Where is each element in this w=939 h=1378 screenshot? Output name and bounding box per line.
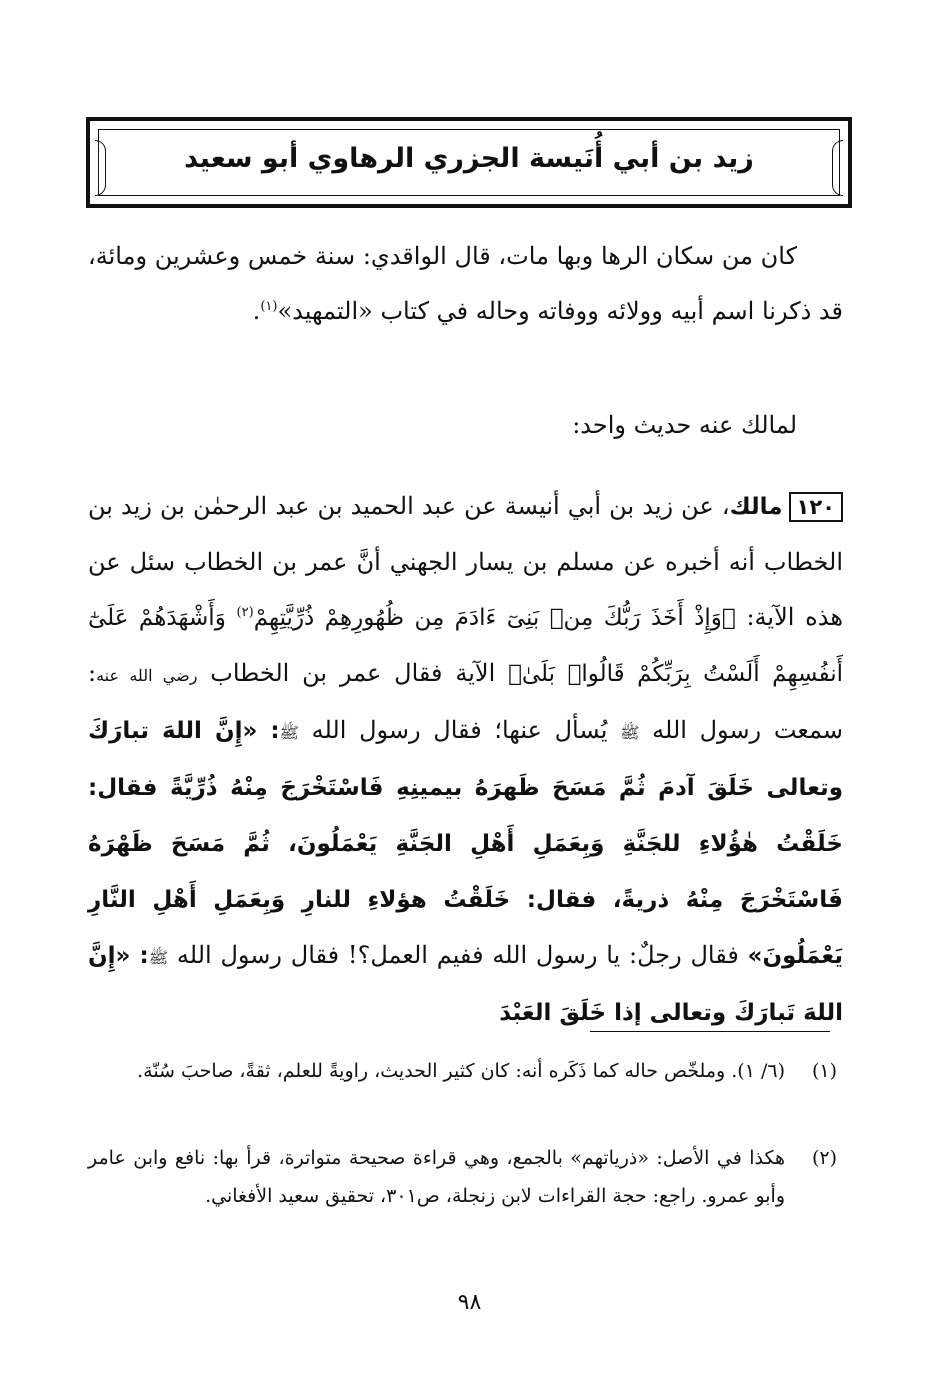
footnote-ref-2[interactable]: (٢) <box>236 605 254 620</box>
salla-honorific-1: ﷺ <box>620 723 640 742</box>
hadith-number-badge: ١٢٠ <box>789 492 843 522</box>
hadith-chain: ، عن زيد بن أبي أنيسة عن عبد الحميد بن عبد الرحمٰن بن زيد بن الخطاب أنه أخبره عن مسلم بن يسار الجهني أنَّ عمر بن الخطاب سئل عن هذه الآية: <box>88 492 843 631</box>
intro-end: . <box>252 297 261 325</box>
footnote-separator <box>590 1031 830 1032</box>
chapter-title: زيد بن أبي أُنَيسة الجزري الرهاوي أبو سعيد <box>184 143 754 174</box>
footnote-1 <box>88 1052 843 1090</box>
after-verse-text: الآية فقال عمر بن الخطاب <box>210 659 496 687</box>
hadith-paragraph <box>88 479 843 1041</box>
page-number: ٩٨ <box>457 1290 482 1315</box>
asked-text: يُسأل عنها؛ فقال رسول الله <box>311 716 608 744</box>
heard-text: : سمعت رسول الله <box>88 659 843 744</box>
radiya-honorific: رضي الله عنه <box>96 666 198 685</box>
man-said-text: فقال رجلٌ: يا رسول الله ففيم العمل؟! فقال رسول الله <box>176 941 739 969</box>
footnote-2-number: (٢) <box>811 1147 837 1169</box>
footnote-1-number: (١) <box>811 1060 837 1082</box>
intro-text: كان من سكان الرها وبها مات، قال الواقدي: سنة خمس وعشرين ومائة، قد ذكرنا اسم أبيه وولائه ووفاته وحاله في كتاب «التمهيد» <box>88 242 843 325</box>
salla-honorific-2: ﷺ <box>279 723 299 742</box>
hadith-narrator: مالك <box>729 494 783 520</box>
title-frame <box>86 117 852 208</box>
footnote-2 <box>88 1139 843 1215</box>
quran-verse-part-b: وَأَشْهَدَهُمْ عَلَىٰٓ أَنفُسِهِمْ أَلَسْتُ بِرَبِّكُمْ قَالُوا۟ بَلَىٰ﴾ <box>88 605 843 687</box>
footnote-1-text: (٦/ ١). وملخّص حاله كما ذَكَره أنه: كان كثير الحديث، راويةً للعلم، ثقةً، صاحبَ سُنّة. <box>137 1060 785 1082</box>
prophetic-quote-1: : «إِنَّ اللهَ تبارَكَ وتعالى خَلَقَ آدمَ ثُمَّ مَسَحَ ظَهرَهُ بيمينِهِ فَاسْتَخْرَجَ مِنْهُ ذُرِّيَّةً فقال: خَلَقْتُ هٰؤُلاءِ للجَنَّةِ وَبِعَمَلِ أَهْلِ الجَنَّةِ يَعْمَلُونَ، ثُمَّ مَسَحَ ظَهْرَهُ فَاسْتَخْرَجَ مِنْهُ ذريةً، فقال: خَلَقْتُ هؤلاءِ للنارِ وَبِعَمَلِ أَهْلِ النَّارِ يَعْمَلُونَ» <box>88 718 843 969</box>
footnote-ref-1[interactable]: (١) <box>260 299 278 314</box>
salla-honorific-3: ﷺ <box>148 948 169 967</box>
hadith-count-line: لمالك عنه حديث واحد: <box>572 411 797 439</box>
prophetic-quote-2: : «إِنَّ اللهَ تَبارَكَ وتعالى إذا خَلَقَ العَبْدَ <box>88 943 843 1026</box>
quran-verse-part-a: ﴿وَإِذْ أَخَذَ رَبُّكَ مِنۢ بَنِىٓ ءَادَمَ مِن ظُهُورِهِمْ ذُرِّيَّتِهِمْ <box>253 605 736 631</box>
intro-paragraph <box>88 229 843 339</box>
footnote-2-text: هكذا في الأصل: «ذرياتهم» بالجمع، وهي قراءة صحيحة متواترة، قرأ بها: نافع وابن عامر وأبو عمرو. راجع: حجة القراءات لابن زنجلة، ص٣٠١، تحقيق سعيد الأفغاني. <box>88 1147 785 1207</box>
